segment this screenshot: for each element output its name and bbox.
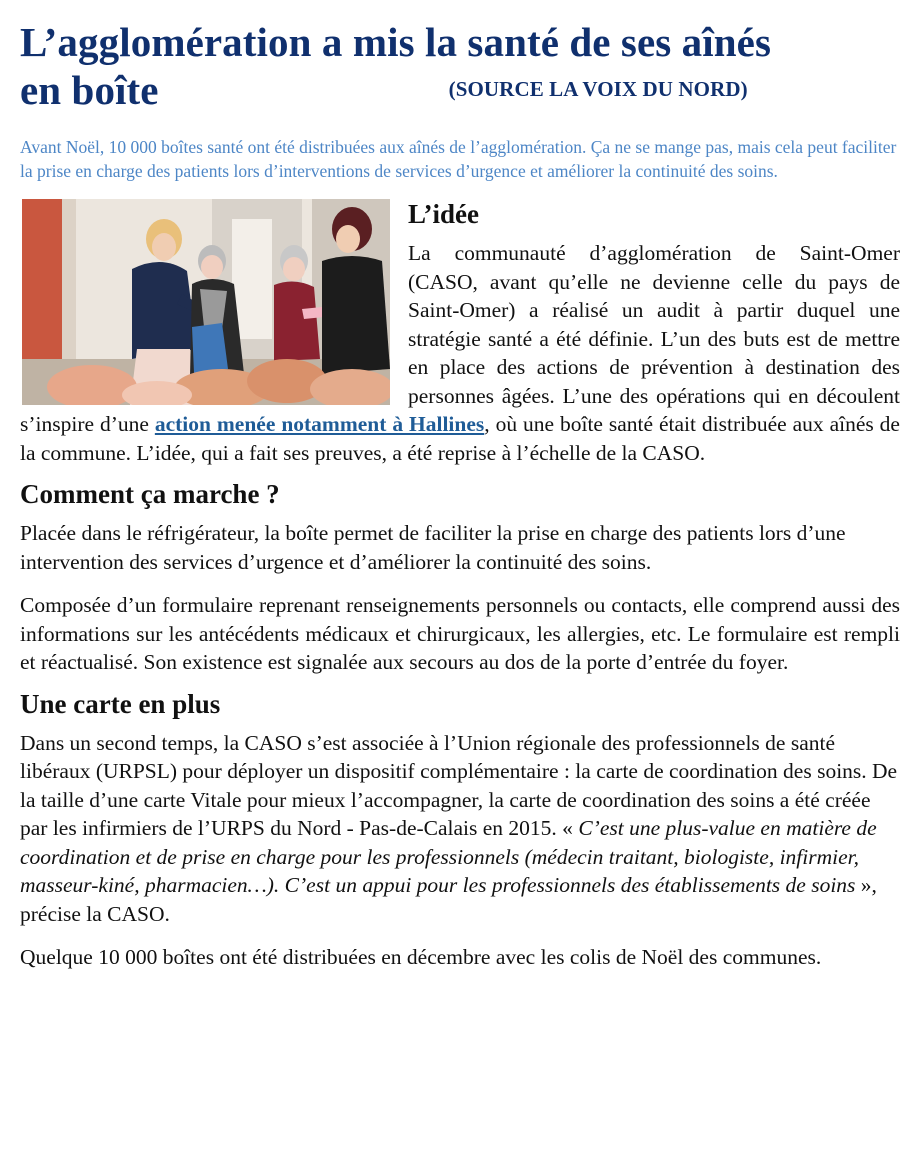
article xyxy=(20,18,900,972)
card-text-end: », précise la CASO. xyxy=(20,873,877,926)
card-quote: C’est une plus-value en matière de coordination et de prise en charge pour les professionnels (médecin traitant, biologiste, infirmier, masseur-kiné, pharmacien…). C’est un appui pour les professionnels des établissements de soins xyxy=(20,816,877,897)
title-line-2: en boîte xyxy=(20,67,159,113)
heading-how-it-works: Comment ça marche ? xyxy=(20,479,280,509)
section-idea xyxy=(20,197,900,467)
how-paragraph-1: Placée dans le réfrigérateur, la boîte permet de faciliter la prise en charge des patients lors d’une intervention des services d’urgence et d’améliorer la continuité des soins. xyxy=(20,521,846,574)
title-line-1: L’agglomération a mis la santé de ses aînés xyxy=(20,19,772,65)
article-photo xyxy=(22,199,390,405)
how-paragraph-2: Composée d’un formulaire reprenant renseignements personnels ou contacts, elle comprend aussi des informations sur les antécédents médicaux et chirurgicaux, les allergies, etc. Le formulaire est rempli et réactualisé. Son existence est signalée aux secours au dos de la porte d’entrée du foyer. xyxy=(20,593,900,674)
idea-text-after-link: , où une boîte santé était distribuée aux aînés de la commune. L’idée, qui a fait ses preuves, a été reprise à l’échelle de la CASO. xyxy=(20,412,900,465)
hallines-link[interactable]: action menée notamment à Hallines xyxy=(154,412,485,436)
heading-idea: L’idée xyxy=(408,199,480,229)
lead-paragraph: Avant Noël, 10 000 boîtes santé ont été distribuées aux aînés de l’agglomération. Ça ne se mange pas, mais cela peut faciliter la prise en charge des patients lors d’interventions de services d’urgence et améliorer la continuité des soins. xyxy=(20,137,897,181)
card-text: Dans un second temps, la CASO s’est associée à l’Union régionale des professionnels de santé libéraux (URPSL) pour déployer un dispositif complémentaire : la carte de coordination des soins. De la taille d’une carte Vitale pour mieux l’accompagner, la carte de coordination des soins a été créée par les infirmiers de l’URPS du Nord - Pas-de-Calais en 2015. « xyxy=(20,730,898,840)
source-credit: (SOURCE LA VOIX DU NORD) xyxy=(448,77,748,101)
card-paragraph-2: Quelque 10 000 boîtes ont été distribuées en décembre avec les colis de Noël des communes. xyxy=(20,945,822,969)
heading-card: Une carte en plus xyxy=(20,688,221,719)
card-paragraph-1 xyxy=(20,729,900,929)
photo-illustration xyxy=(22,199,390,405)
article-title xyxy=(20,18,900,121)
idea-text-before-link: La communauté d’agglomération de Saint-Omer (CASO, avant qu’elle ne devienne celle du pays de Saint-Omer) a réalisé un audit à partir duquel une stratégie santé a été définie. L’un des buts est de mettre en place des actions de prévention à destination des personnes âgées. L’une des opérations qui en découlent s’inspire d’une xyxy=(20,241,900,436)
